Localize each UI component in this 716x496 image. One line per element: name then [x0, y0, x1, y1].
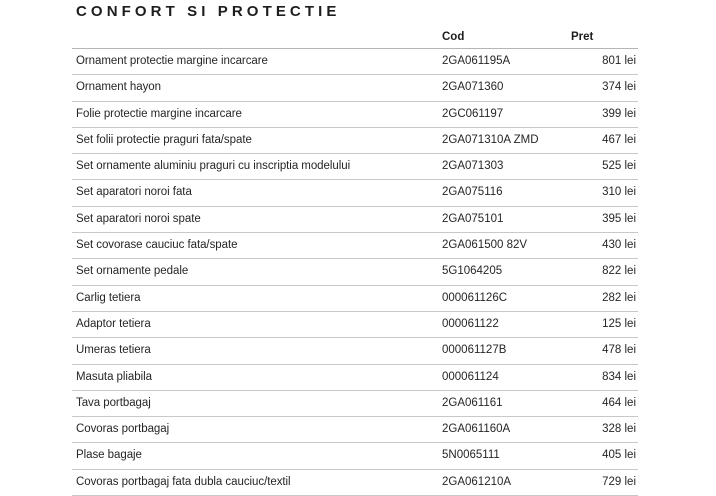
cell-product-code: 000061122: [438, 311, 566, 337]
cell-product-code: 5G1064205: [438, 259, 566, 285]
cell-product-code: 2GA071310A ZMD: [438, 127, 566, 153]
table-row: [72, 390, 638, 416]
cell-product-name: Set covorase cauciuc fata/spate: [72, 233, 438, 259]
cell-product-name: Adaptor tetiera: [72, 311, 438, 337]
table-row: [72, 259, 638, 285]
cell-product-code: 2GA071303: [438, 154, 566, 180]
cell-product-price: 478 lei: [566, 338, 638, 364]
cell-product-price: 801 lei: [566, 49, 638, 75]
table-row: [72, 180, 638, 206]
table-header: [72, 24, 638, 49]
table-header-row: [72, 24, 638, 49]
table-row: [72, 206, 638, 232]
cell-product-name: Umeras tetiera: [72, 338, 438, 364]
table-row: [72, 469, 638, 495]
cell-product-price: 399 lei: [566, 101, 638, 127]
cell-product-name: Ornament protectie margine incarcare: [72, 49, 438, 75]
cell-product-price: 405 lei: [566, 443, 638, 469]
cell-product-code: 2GA061195A: [438, 49, 566, 75]
cell-product-price: 834 lei: [566, 364, 638, 390]
cell-product-price: 430 lei: [566, 233, 638, 259]
cell-product-code: 2GA061161: [438, 390, 566, 416]
cell-product-name: Ornament hayon: [72, 75, 438, 101]
cell-product-name: Covoras portbagaj fata dubla cauciuc/textil: [72, 469, 438, 495]
cell-product-price: 328 lei: [566, 417, 638, 443]
cell-product-price: 729 lei: [566, 469, 638, 495]
cell-product-name: Set aparatori noroi fata: [72, 180, 438, 206]
cell-product-price: 374 lei: [566, 75, 638, 101]
cell-product-name: Masuta pliabila: [72, 364, 438, 390]
cell-product-price: 310 lei: [566, 180, 638, 206]
cell-product-name: Set folii protectie praguri fata/spate: [72, 127, 438, 153]
cell-product-name: Set ornamente aluminiu praguri cu inscriptia modelului: [72, 154, 438, 180]
column-header-code: Cod: [438, 24, 566, 49]
cell-product-name: Set ornamente pedale: [72, 259, 438, 285]
cell-product-name: Plase bagaje: [72, 443, 438, 469]
table-row: [72, 49, 638, 75]
table-row: [72, 443, 638, 469]
table-row: [72, 127, 638, 153]
cell-product-code: 000061124: [438, 364, 566, 390]
cell-product-code: 2GA075116: [438, 180, 566, 206]
table-row: [72, 154, 638, 180]
table-row: [72, 75, 638, 101]
cell-product-code: 2GA061500 82V: [438, 233, 566, 259]
cell-product-code: 5N0065111: [438, 443, 566, 469]
table-row: [72, 417, 638, 443]
cell-product-name: Covoras portbagaj: [72, 417, 438, 443]
cell-product-price: 525 lei: [566, 154, 638, 180]
cell-product-price: 467 lei: [566, 127, 638, 153]
cell-product-code: 000061127B: [438, 338, 566, 364]
cell-product-price: 125 lei: [566, 311, 638, 337]
table-row: [72, 101, 638, 127]
cell-product-name: Tava portbagaj: [72, 390, 438, 416]
table-row: [72, 311, 638, 337]
table-row: [72, 285, 638, 311]
cell-product-code: 000061126C: [438, 285, 566, 311]
cell-product-price: 282 lei: [566, 285, 638, 311]
table-row: [72, 338, 638, 364]
cell-product-name: Carlig tetiera: [72, 285, 438, 311]
cell-product-code: 2GA071360: [438, 75, 566, 101]
table-row: [72, 364, 638, 390]
cell-product-price: 822 lei: [566, 259, 638, 285]
cell-product-code: 2GC061197: [438, 101, 566, 127]
cell-product-price: 464 lei: [566, 390, 638, 416]
table-row: [72, 233, 638, 259]
cell-product-price: 395 lei: [566, 206, 638, 232]
cell-product-name: Set aparatori noroi spate: [72, 206, 438, 232]
cell-product-code: 2GA061160A: [438, 417, 566, 443]
cell-product-code: 2GA075101: [438, 206, 566, 232]
cell-product-name: Folie protectie margine incarcare: [72, 101, 438, 127]
page-title: CONFORT SI PROTECTIE: [76, 3, 341, 20]
accessories-table: [72, 24, 638, 496]
column-header-name: [72, 24, 438, 49]
column-header-price: Pret: [566, 24, 638, 49]
cell-product-code: 2GA061210A: [438, 469, 566, 495]
table-body: [72, 49, 638, 496]
